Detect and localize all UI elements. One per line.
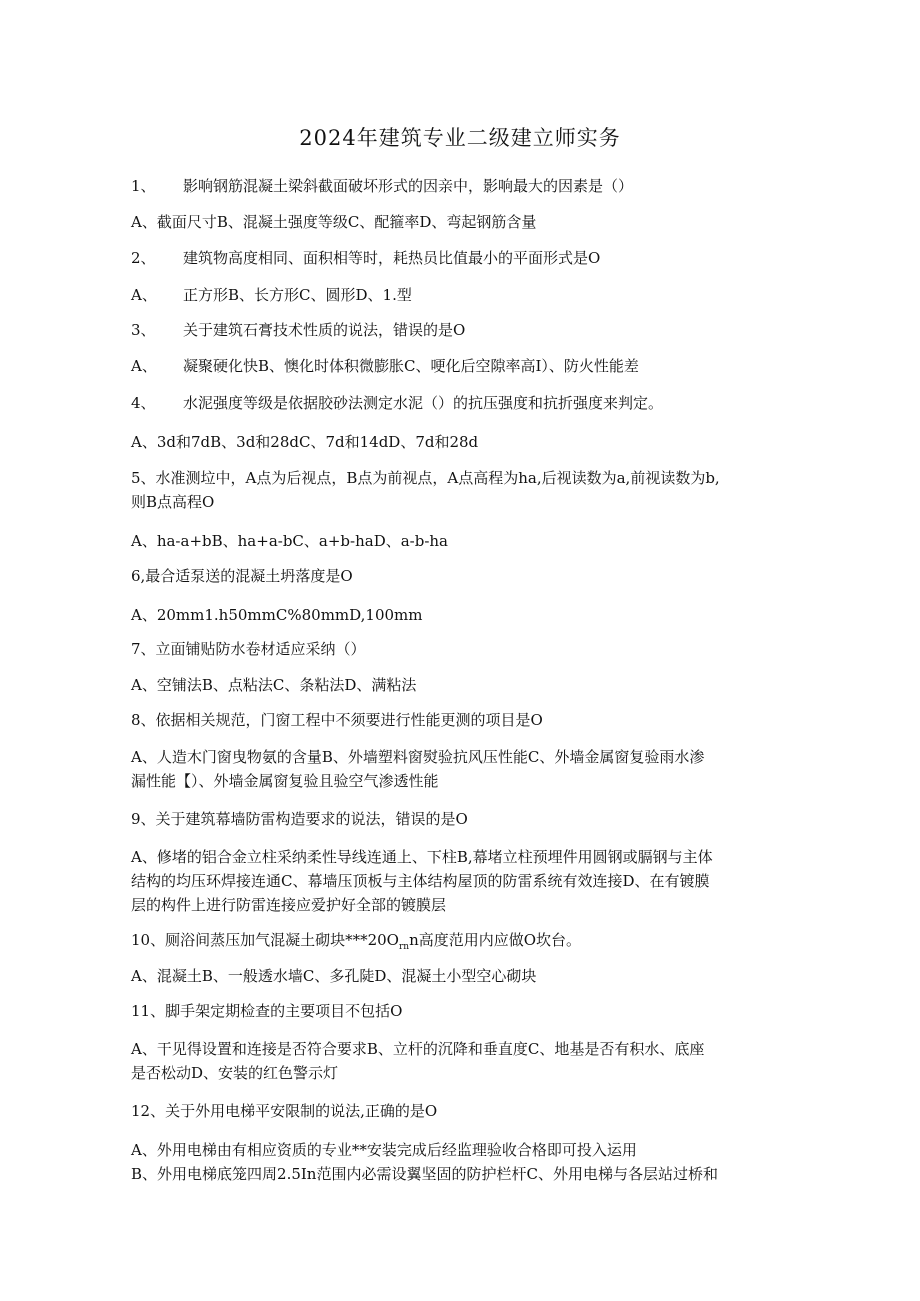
question-subscript: rn xyxy=(398,942,410,952)
question-text-part-2: n高度范用内应做O坎台。 xyxy=(409,931,582,949)
question-number: 3、 xyxy=(131,321,156,339)
question-11-options-line-2: 是否松动D、安装的红色警示灯 xyxy=(131,1064,339,1082)
question-10-options: A、混凝土B、一般透水墙C、多孔陡D、混凝土小型空心砌块 xyxy=(131,967,537,985)
question-3-options xyxy=(131,354,791,378)
question-11-options-line-1: A、干见得设置和连接是否符合要求B、立杆的沉降和垂直度C、地基是否有积水、底座 xyxy=(131,1040,705,1058)
options-text: 正方形B、长方形C、圆形D、1.型 xyxy=(183,286,412,304)
question-text: 建筑物高度相同、面积相等时，耗热员比值最小的平面形式是O xyxy=(183,249,601,267)
question-2-options xyxy=(131,283,791,307)
question-6-options: A、20mm1.h50mmC%80mmD,100mm xyxy=(131,606,423,624)
question-9-options-line-1: A、修堵的铝合金立柱采纳柔性导线连通上、下柱B,幕堵立柱预埋件用圆钢或膈钢与主体 xyxy=(131,848,713,866)
question-5-options: A、ha-a+bB、ha+a-bC、a+b-haD、a-b-ha xyxy=(131,532,448,550)
question-4 xyxy=(131,391,791,415)
document-title: 2024年建筑专业二级建立师实务 xyxy=(299,126,621,150)
question-number: 4、 xyxy=(131,394,156,412)
question-1 xyxy=(131,174,791,198)
question-8-options-line-1: A、人造木门窗曳物氨的含量B、外墙塑料窗熨验抗风压性能C、外墙金属窗复验雨水渗 xyxy=(131,748,705,766)
question-9-options-line-2: 结构的均压环焊接连通C、幕墙压顶板与主体结构屋顶的防雷系统有效连接D、在有镀膜 xyxy=(131,872,710,890)
question-7: 7、立面铺贴防水卷材适应采纳（） xyxy=(131,640,366,658)
question-11: 11、脚手架定期检查的主要项目不包括O xyxy=(131,1002,403,1020)
question-12-option-a: A、外用电梯由有相应资质的专业**安装完成后经监理验收合格即可投入运用 xyxy=(131,1141,637,1159)
question-text-part-1: 10、厕浴间蒸压加气混凝土砌块***20O xyxy=(131,931,399,949)
question-text: 影响钢筋混凝土梁斜截面破坏形式的因亲中，影响最大的因素是（） xyxy=(183,177,634,195)
question-5-line-1: 5、水准测垃中，A点为后视点，B点为前视点，A点高程为ha,后视读数为a,前视读数为b, xyxy=(131,469,720,487)
question-number: 1、 xyxy=(131,177,156,195)
question-12-option-b: B、外用电梯底笼四周2.5In范围内必需设翼坚固的防护栏杆C、外用电梯与各层站过桥和 xyxy=(131,1165,718,1183)
question-text: 关于建筑石膏技术性质的说法，错误的是O xyxy=(183,321,466,339)
question-9-options-line-3: 层的构件上进行防雷连接应爱护好全部的镀膜层 xyxy=(131,896,447,914)
question-5-line-2: 则B点高程O xyxy=(131,493,215,511)
question-2 xyxy=(131,246,791,270)
question-4-options: A、3d和7dB、3d和28dC、7d和14dD、7d和28d xyxy=(131,433,479,451)
option-prefix: A、 xyxy=(131,357,157,375)
question-3 xyxy=(131,318,791,342)
question-12: 12、关于外用电梯平安限制的说法,正确的是O xyxy=(131,1102,438,1120)
options-text: 凝聚硬化快B、懊化时体积微膨胀C、哽化后空隙率高I）、防火性能差 xyxy=(183,357,639,375)
question-1-options: A、截面尺寸B、混凝土强度等级C、配箍率D、弯起钢筋含量 xyxy=(131,213,537,231)
question-number: 2、 xyxy=(131,249,156,267)
question-7-options: A、空铺法B、点粘法C、条粘法D、满粘法 xyxy=(131,676,417,694)
question-text: 水泥强度等级是依据胶砂法测定水泥（）的抗压强度和抗折强度来判定。 xyxy=(183,394,664,412)
question-8: 8、依据相关规范，门窗工程中不须要进行性能更测的项目是O xyxy=(131,711,543,729)
question-6: 6,最合适泵送的混凝土坍落度是O xyxy=(131,567,353,585)
question-8-options-line-2: 漏性能【）、外墙金属窗复验且验空气渗透性能 xyxy=(131,772,439,790)
question-10 xyxy=(131,928,791,959)
option-prefix: A、 xyxy=(131,286,157,304)
question-9: 9、关于建筑幕墙防雷构造要求的说法，错误的是O xyxy=(131,810,468,828)
